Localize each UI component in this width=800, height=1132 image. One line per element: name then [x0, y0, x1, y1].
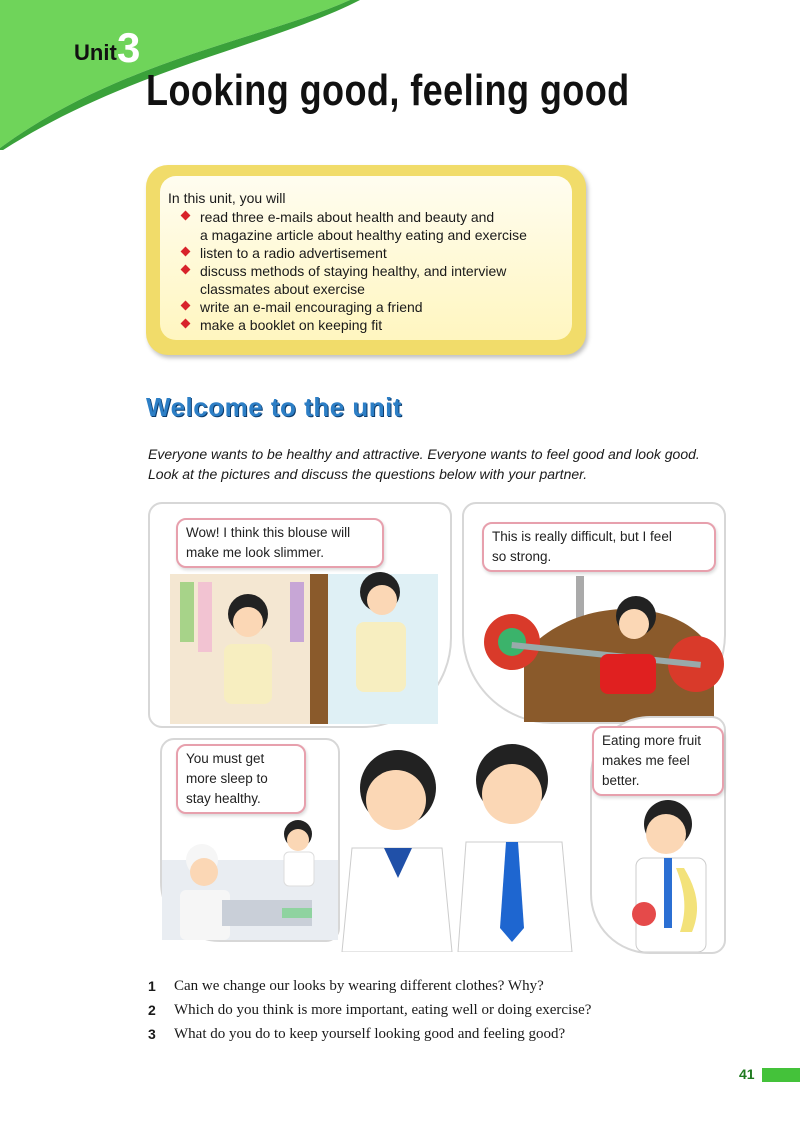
diamond-bullet-icon [181, 265, 191, 275]
diamond-bullet-icon [181, 247, 191, 257]
objectives-list [168, 208, 527, 334]
objective-item: write an e-mail encouraging a friend [168, 298, 527, 316]
section-heading: Welcome to the unit [146, 392, 403, 422]
question-number: 1 [148, 978, 156, 994]
objective-item: make a booklet on keeping fit [168, 316, 527, 334]
page-number-bar [762, 1068, 800, 1082]
objectives-intro: In this unit, you will [168, 190, 286, 206]
question-number: 3 [148, 1026, 156, 1042]
question-number: 2 [148, 1002, 156, 1018]
speech-bubble-fruit: Eating more fruit makes me feel better. [592, 726, 724, 796]
question-row [148, 1002, 591, 1026]
discussion-questions [148, 978, 591, 1050]
question-text: Which do you think is more important, eating well or doing exercise? [174, 1002, 592, 1018]
question-text: What do you do to keep yourself looking good and feeling good? [174, 1026, 566, 1042]
question-row [148, 1026, 591, 1050]
page-number: 41 [739, 1066, 755, 1082]
speech-bubble-shopping: Wow! I think this blouse will make me look slimmer. [176, 518, 384, 568]
unit-label: Unit [74, 40, 117, 65]
objective-item: read three e-mails about health and beauty and a magazine article about healthy eating and exercise [168, 208, 527, 244]
speech-bubble-doctor: You must get more sleep to stay healthy. [176, 744, 306, 814]
page-title: Looking good, feeling good [146, 66, 630, 115]
intro-line-1: Everyone wants to be healthy and attractive. Everyone wants to feel good and look good. [148, 446, 700, 462]
intro-line-2: Look at the pictures and discuss the questions below with your partner. [148, 466, 588, 482]
diamond-bullet-icon [181, 319, 191, 329]
unit-number: 3 [117, 24, 141, 71]
question-text: Can we change our looks by wearing different clothes? Why? [174, 978, 544, 994]
diamond-bullet-icon [181, 301, 191, 311]
objective-item: discuss methods of staying healthy, and interview classmates about exercise [168, 262, 527, 298]
diamond-bullet-icon [181, 211, 191, 221]
speech-bubble-weightlifting: This is really difficult, but I feel so strong. [482, 522, 716, 572]
students-illustration [332, 738, 592, 952]
question-row [148, 978, 591, 1002]
objective-item: listen to a radio advertisement [168, 244, 527, 262]
